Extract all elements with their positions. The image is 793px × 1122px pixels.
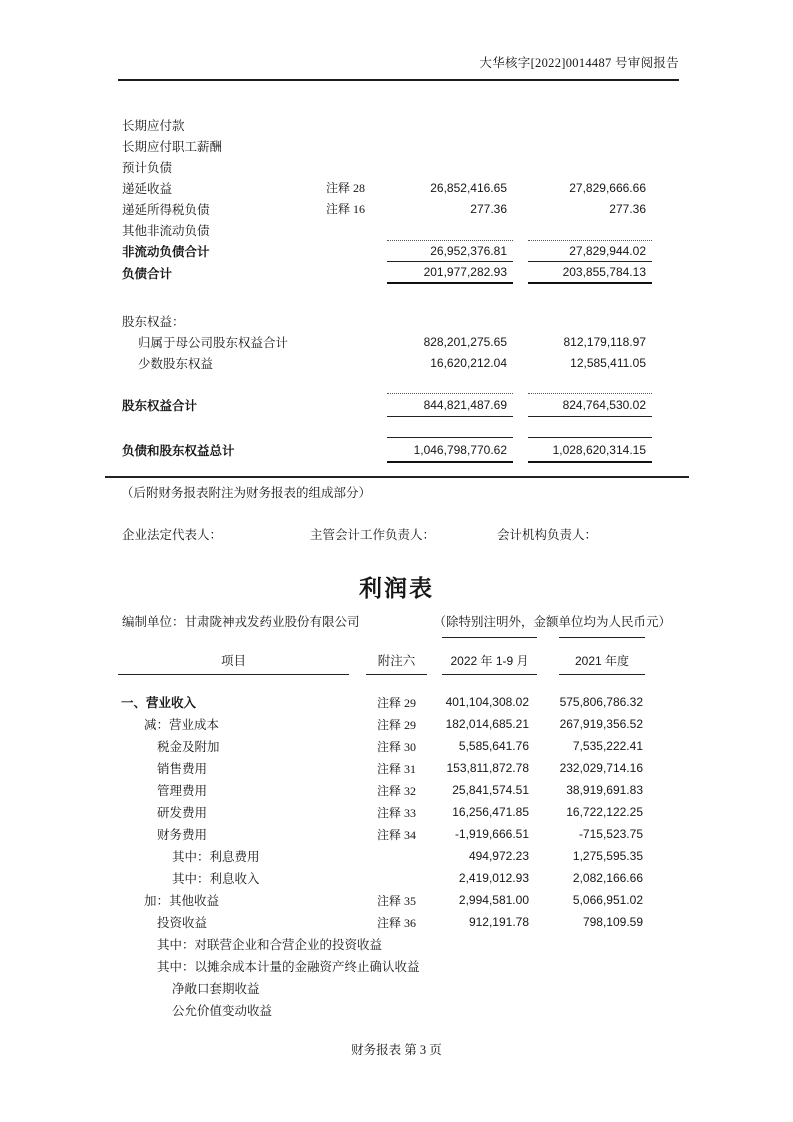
note-reference: 注释 31 <box>376 761 416 776</box>
table-row-total <box>105 240 652 262</box>
table-row <box>105 823 645 845</box>
row-label: 管理费用 <box>157 784 208 798</box>
value-current <box>387 240 513 262</box>
table-row <box>105 889 645 911</box>
value-2022: 182,014,685.21 <box>445 717 529 731</box>
row-label: 预计负债 <box>122 160 173 175</box>
table-row <box>105 114 652 135</box>
table-row-total <box>105 262 652 284</box>
value-current <box>387 437 513 463</box>
value-prior: 27,829,666.66 <box>569 180 646 195</box>
value-2021: 232,029,714.16 <box>559 761 643 775</box>
section-label: 股东权益： <box>122 314 185 329</box>
row-label: 研发费用 <box>157 806 208 820</box>
balance-sheet-table <box>105 114 652 463</box>
table-header-row <box>105 637 645 675</box>
value-current: 828,201,275.65 <box>423 334 507 349</box>
table-row <box>105 156 652 177</box>
signature-line <box>0 525 793 543</box>
value-2021: 7,535,222.41 <box>572 739 643 753</box>
note-reference: 注释 28 <box>326 181 366 195</box>
table-row <box>105 713 645 735</box>
value-2021: 575,806,786.32 <box>559 695 643 709</box>
value-2022: 153,811,872.78 <box>446 761 529 775</box>
value-text: 26,952,376.81 <box>430 244 507 258</box>
row-label: 其中：利息费用 <box>172 850 260 864</box>
currency-note: （除特别注明外，金额单位均为人民币元） <box>433 615 671 629</box>
row-label: 负债和股东权益总计 <box>122 444 235 458</box>
note-reference: 注释 34 <box>376 827 416 842</box>
value-text: 27,829,944.02 <box>569 244 646 258</box>
value-2021: 38,919,691.83 <box>566 783 643 797</box>
legal-representative-label: 企业法定代表人： <box>122 528 223 542</box>
note-reference: 注释 33 <box>376 805 416 820</box>
table-row <box>105 757 645 779</box>
notes-disclaimer: （后附财务报表附注为财务报表的组成部分） <box>121 486 372 500</box>
row-label: 少数股东权益 <box>138 356 214 371</box>
table-row <box>105 999 645 1021</box>
value-prior: 277.36 <box>609 201 646 216</box>
table-row <box>105 779 645 801</box>
value-2022: 16,256,471.85 <box>452 805 529 819</box>
value-prior <box>528 393 652 417</box>
note-reference: 注释 32 <box>376 783 416 798</box>
value-2022: 2,419,012.93 <box>458 871 529 885</box>
value-prior <box>528 262 652 284</box>
table-row <box>105 867 645 889</box>
chief-accountant-label: 主管会计工作负责人： <box>310 528 436 542</box>
row-label: 负债合计 <box>122 267 173 281</box>
table-row <box>105 198 652 219</box>
note-reference: 注释 35 <box>376 893 416 908</box>
table-row <box>105 933 645 955</box>
row-label: 其中：对联营企业和合营企业的投资收益 <box>157 938 383 952</box>
table-row <box>105 691 645 713</box>
value-current: 277.36 <box>470 201 507 216</box>
value-current: 26,852,416.65 <box>430 180 507 195</box>
value-2022: 494,972.23 <box>468 849 529 863</box>
row-label: 销售费用 <box>157 762 208 776</box>
row-label: 减：营业成本 <box>144 718 220 732</box>
column-header-note: 附注六 <box>366 637 427 675</box>
row-label: 长期应付款 <box>122 118 185 133</box>
note-reference: 注释 29 <box>376 717 416 732</box>
value-2021: 1,275,595.35 <box>572 849 643 863</box>
row-label: 加：其他收益 <box>144 894 220 908</box>
value-2022: 401,104,308.02 <box>445 695 529 709</box>
income-statement-table <box>105 637 645 1021</box>
value-text: 844,821,487.69 <box>423 398 507 412</box>
value-2021: 267,919,356.52 <box>559 717 643 731</box>
table-row <box>105 135 652 156</box>
row-label: 长期应付职工薪酬 <box>122 139 223 154</box>
table-row-total <box>105 393 652 417</box>
value-2022: 25,841,574.51 <box>452 783 529 797</box>
table-row <box>105 801 645 823</box>
note-reference: 注释 16 <box>326 202 366 216</box>
value-2021: 2,082,166.66 <box>572 871 643 885</box>
income-statement-subtitle <box>105 612 671 630</box>
table-row <box>105 845 645 867</box>
row-label: 投资收益 <box>157 916 208 930</box>
table-row <box>105 955 645 977</box>
income-statement-title: 利润表 <box>359 576 434 601</box>
value-2021: 5,066,951.02 <box>572 893 643 907</box>
value-text: 203,855,784.13 <box>562 265 646 279</box>
table-row <box>105 911 645 933</box>
section-divider <box>105 476 689 478</box>
row-label: 其中：以摊余成本计量的金融资产终止确认收益 <box>157 960 420 974</box>
row-label: 递延收益 <box>122 181 173 196</box>
row-label: 其他非流动负债 <box>122 223 210 238</box>
value-2022: -1,919,666.51 <box>454 827 529 841</box>
prepared-by: 编制单位：甘肃陇神戎发药业股份有限公司 <box>122 615 360 629</box>
value-text: 1,028,620,314.15 <box>552 442 646 457</box>
accounting-department-head-label: 会计机构负责人： <box>497 528 598 542</box>
column-header-period-2022: 2022 年 1-9 月 <box>442 637 537 675</box>
value-2022: 912,191.78 <box>468 915 529 929</box>
note-reference: 注释 36 <box>376 915 416 930</box>
row-label: 税金及附加 <box>157 740 220 754</box>
row-label: 非流动负债合计 <box>122 245 210 259</box>
row-label: 归属于母公司股东权益合计 <box>138 335 289 350</box>
value-current <box>387 262 513 284</box>
note-reference: 注释 29 <box>376 695 416 710</box>
header-rule <box>118 79 679 81</box>
row-label: 一、营业收入 <box>121 696 197 710</box>
row-label: 公允价值变动收益 <box>172 1004 273 1018</box>
row-label: 其中：利息收入 <box>172 872 260 886</box>
value-2021: -715,523.75 <box>578 827 643 841</box>
column-header-item: 项目 <box>118 637 349 675</box>
value-2021: 798,109.59 <box>582 915 643 929</box>
row-label: 股东权益合计 <box>122 399 198 413</box>
column-header-period-2021: 2021 年度 <box>559 637 645 675</box>
value-text: 824,764,530.02 <box>562 398 646 412</box>
row-label: 递延所得税负债 <box>122 202 210 217</box>
note-reference: 注释 30 <box>376 739 416 754</box>
value-prior <box>528 240 652 262</box>
row-label: 财务费用 <box>157 828 208 842</box>
table-row <box>105 352 652 373</box>
table-row <box>105 331 652 352</box>
value-prior: 812,179,118.97 <box>563 334 646 349</box>
table-row <box>105 977 645 999</box>
value-text: 1,046,798,770.62 <box>413 442 507 457</box>
value-prior <box>528 437 652 463</box>
table-row <box>105 219 652 240</box>
report-reference-number: 大华核字[2022]0014487 号审阅报告 <box>479 56 679 70</box>
table-row <box>105 177 652 198</box>
value-2022: 2,994,581.00 <box>458 893 529 907</box>
value-text: 201,977,282.93 <box>423 265 507 279</box>
table-body <box>105 691 645 1021</box>
table-row <box>105 735 645 757</box>
page-footer: 财务报表 第 3 页 <box>351 1043 442 1057</box>
value-2022: 5,585,641.76 <box>458 739 529 753</box>
row-label: 净敞口套期收益 <box>172 982 260 996</box>
value-current <box>387 393 513 417</box>
value-prior: 12,585,411.05 <box>570 355 646 370</box>
section-header-row <box>105 310 652 331</box>
table-row-total <box>105 437 652 463</box>
value-current: 16,620,212.04 <box>430 355 507 370</box>
value-2021: 16,722,122.25 <box>566 805 643 819</box>
